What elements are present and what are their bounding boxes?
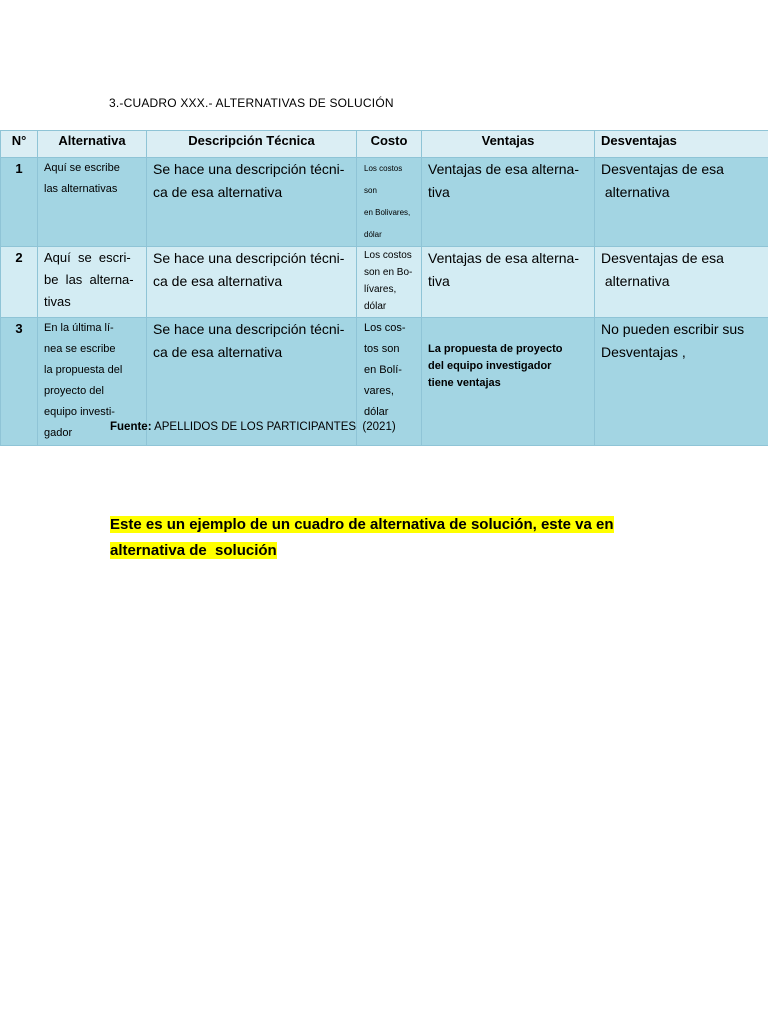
highlighted-note xyxy=(110,512,670,564)
cell-line: tivas xyxy=(44,294,71,309)
table-row xyxy=(1,158,768,247)
cell-line: dólar xyxy=(364,406,389,418)
cell-line: Se hace una descripción técni- xyxy=(153,321,345,337)
cell-line: Desventajas , xyxy=(601,344,686,360)
cell-line: proyecto del xyxy=(44,385,104,397)
row-number: 3 xyxy=(1,318,38,446)
cell-ventajas xyxy=(422,158,595,247)
cell-line: equipo investi- xyxy=(44,406,115,418)
header-alternativa: Alternativa xyxy=(38,131,147,158)
cell-alternativa xyxy=(38,247,147,318)
cell-line: ca de esa alternativa xyxy=(153,184,283,200)
table-source xyxy=(110,421,396,433)
cell-line: Se hace una descripción técni- xyxy=(153,250,345,266)
cell-alternativa xyxy=(38,158,147,247)
cell-line: be las alterna- xyxy=(44,272,134,287)
cell-line: Ventajas de esa alterna- xyxy=(428,250,579,266)
cell-line: dólar xyxy=(364,230,382,239)
cell-line: alternativa xyxy=(601,273,670,289)
cell-line: ca de esa alternativa xyxy=(153,273,283,289)
cell-desventajas xyxy=(595,247,768,318)
cell-line: las alternativas xyxy=(44,183,118,195)
table-header-row xyxy=(1,131,768,158)
cell-line: Ventajas de esa alterna- xyxy=(428,161,579,177)
cell-line: Se hace una descripción técni- xyxy=(153,161,345,177)
cell-costo xyxy=(357,247,422,318)
cell-line: son en Bo- xyxy=(364,267,413,278)
cell-line: Desventajas de esa xyxy=(601,250,724,266)
cell-line: No pueden escribir sus xyxy=(601,321,745,337)
table-row xyxy=(1,247,768,318)
cell-line: vares, xyxy=(364,385,394,397)
header-desventajas: Desventajas xyxy=(595,131,768,158)
cell-desventajas xyxy=(595,318,768,446)
cell-line: tos son xyxy=(364,343,400,355)
note-line-2: alternativa de solución xyxy=(110,542,277,559)
cell-line: La propuesta de proyecto xyxy=(428,343,563,355)
cell-descripcion xyxy=(147,247,357,318)
header-ventajas: Ventajas xyxy=(422,131,595,158)
cell-line: ca de esa alternativa xyxy=(153,344,283,360)
cell-line: tiene ventajas xyxy=(428,377,501,389)
note-line-1: Este es un ejemplo de un cuadro de alternativa de solución, este va en xyxy=(110,516,614,533)
row-number: 2 xyxy=(1,247,38,318)
table-title: 3.-CUADRO XXX.- ALTERNATIVAS DE SOLUCIÓN xyxy=(109,96,394,110)
cell-line: Aquí se escri- xyxy=(44,250,131,265)
cell-line: lívares, xyxy=(364,284,397,295)
header-number: N° xyxy=(1,131,38,158)
alternatives-table xyxy=(0,130,768,446)
cell-line: tiva xyxy=(428,273,450,289)
cell-ventajas xyxy=(422,247,595,318)
header-costo: Costo xyxy=(357,131,422,158)
cell-line: en Bolí- xyxy=(364,364,402,376)
header-descripcion: Descripción Técnica xyxy=(147,131,357,158)
cell-costo xyxy=(357,158,422,247)
cell-line: En la última lí- xyxy=(44,322,114,334)
cell-line: la propuesta del xyxy=(44,364,123,376)
cell-line: Los costos xyxy=(364,250,412,261)
cell-line: Aquí se escribe xyxy=(44,162,120,174)
cell-line: alternativa xyxy=(601,184,670,200)
source-text: APELLIDOS DE LOS PARTICIPANTES (2021) xyxy=(154,421,396,433)
cell-line: nea se escribe xyxy=(44,343,116,355)
cell-ventajas xyxy=(422,318,595,446)
cell-line: tiva xyxy=(428,184,450,200)
cell-line: en Bolivares, xyxy=(364,208,411,217)
cell-descripcion xyxy=(147,158,357,247)
cell-line: dólar xyxy=(364,301,387,312)
cell-line: Los cos- xyxy=(364,322,406,334)
cell-desventajas xyxy=(595,158,768,247)
cell-line: Desventajas de esa xyxy=(601,161,724,177)
source-label: Fuente: xyxy=(110,421,152,433)
row-number: 1 xyxy=(1,158,38,247)
cell-line: Los costos son xyxy=(364,164,403,195)
cell-line: gador xyxy=(44,427,73,439)
cell-line: del equipo investigador xyxy=(428,360,552,372)
